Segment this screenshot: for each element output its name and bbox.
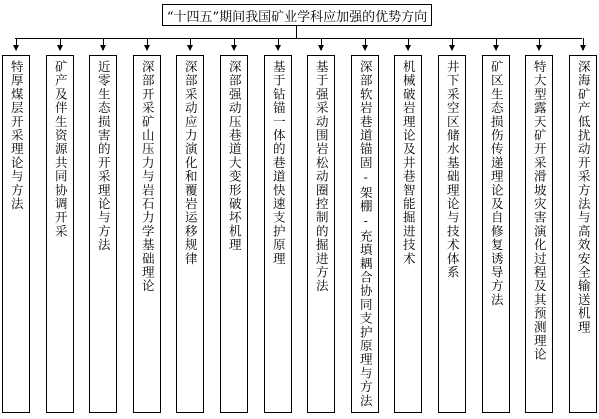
branch-arrow: [321, 38, 322, 50]
diagram-title: “十四五”期间我国矿业学科应加强的优势方向: [162, 4, 432, 26]
direction-box: [307, 55, 335, 413]
branch-arrow: [278, 38, 279, 50]
direction-label: 井下采空区储水基础理论与技术体系: [445, 60, 461, 280]
direction-box: [2, 55, 30, 413]
branch-arrow: [234, 38, 235, 50]
direction-box: [438, 55, 466, 413]
direction-box: [89, 55, 117, 413]
direction-label: 深部采动应力演化和覆岩运移规律: [183, 60, 199, 266]
branch-arrow: [190, 38, 191, 50]
direction-label: 近零生态损害的开采理论与方法: [96, 60, 112, 252]
direction-box: [220, 55, 248, 413]
direction-box: [482, 55, 510, 413]
direction-label: 基于强采动围岩松动圈控制的掘进方法: [314, 60, 330, 293]
direction-label: 特厚煤层开采理论与方法: [9, 60, 25, 211]
branch-arrow: [147, 38, 148, 50]
direction-label: 矿产及伴生资源共同协调开采: [53, 60, 69, 239]
direction-label: 机械破岩理论及井巷智能掘进技术: [401, 60, 417, 266]
direction-box: [264, 55, 292, 413]
branch-arrow: [496, 38, 497, 50]
title-connector: [296, 26, 297, 38]
direction-box: [569, 55, 597, 413]
direction-label: 深海矿产低扰动开采方法与高效安全输送机理: [576, 60, 592, 334]
direction-box: [525, 55, 553, 413]
branch-arrow: [365, 38, 366, 50]
direction-box: [133, 55, 161, 413]
direction-label: 矿区生态损伤传递理论及自修复诱导方法: [489, 60, 505, 307]
branch-arrow: [16, 38, 17, 50]
branch-arrow: [408, 38, 409, 50]
direction-box: [46, 55, 74, 413]
branch-arrow: [103, 38, 104, 50]
direction-box: [394, 55, 422, 413]
branch-arrow: [60, 38, 61, 50]
branch-arrow: [539, 38, 540, 50]
direction-label: 基于钻锚一体的巷道快速支护原理: [271, 60, 287, 266]
direction-box: [176, 55, 204, 413]
direction-label: 深部强动压巷道大变形破坏机理: [227, 60, 243, 252]
branch-arrow: [583, 38, 584, 50]
direction-label: 深部开采矿山压力与岩石力学基础理论: [140, 60, 156, 293]
direction-box: [351, 55, 379, 413]
direction-label: 深部软岩巷道锚固-架棚-充填耦合协同支护原理与方法: [358, 60, 374, 408]
branch-arrow: [452, 38, 453, 50]
direction-label: 特大型露天矿开采滑坡灾害演化过程及其预测理论: [532, 60, 548, 362]
